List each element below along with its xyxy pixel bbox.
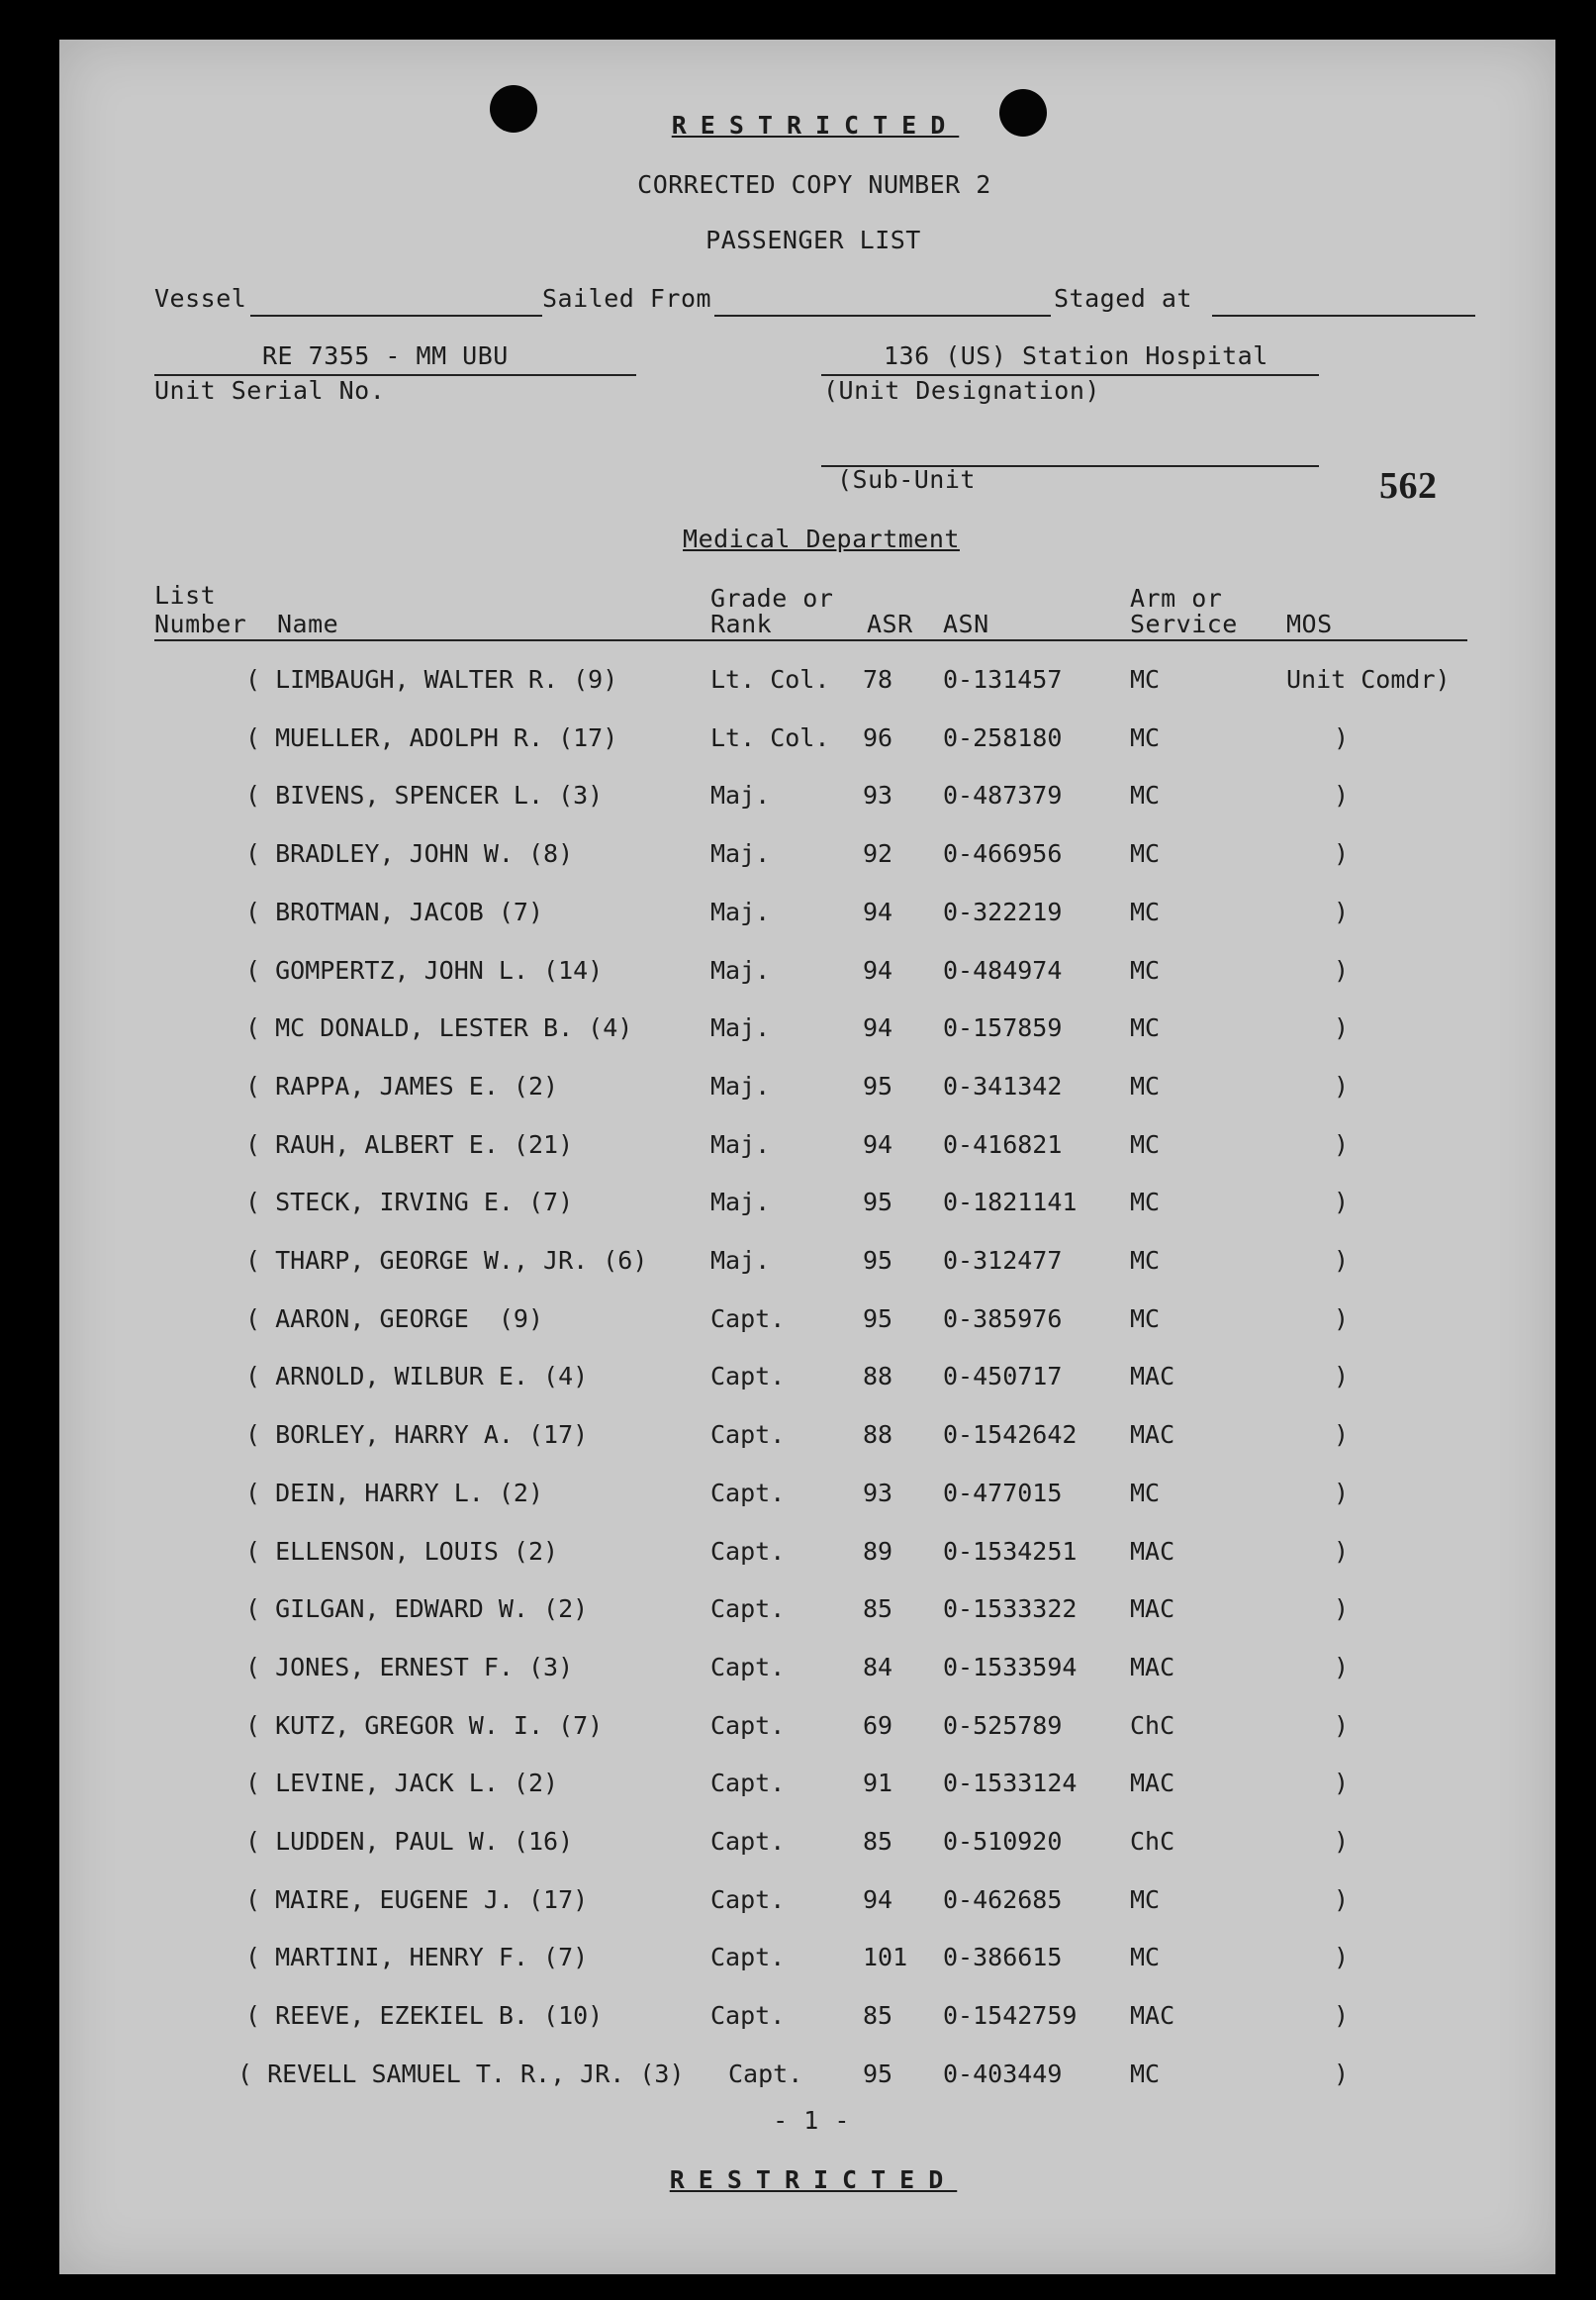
department-title: Medical Department [683, 525, 960, 553]
row-rank: Capt. [710, 1420, 786, 1449]
row-rank: Maj. [710, 1188, 771, 1216]
row-asn: 0-403449 [943, 2060, 1063, 2088]
row-rank: Maj. [710, 1130, 771, 1159]
row-asn: 0-510920 [943, 1827, 1063, 1856]
row-asr: 95 [863, 1246, 893, 1275]
row-asn: 0-1534251 [943, 1537, 1078, 1566]
row-name: ( REEVE, EZEKIEL B. (10) [245, 2001, 604, 2030]
row-rank: Capt. [710, 1827, 786, 1856]
unit-designation-label: (Unit Designation) [823, 376, 1100, 405]
row-rank: Capt. [710, 1653, 786, 1681]
row-service: MC [1130, 781, 1161, 810]
row-name: ( BRADLEY, JOHN W. (8) [245, 839, 574, 868]
row-rank: Capt. [710, 1885, 786, 1914]
row-service: ChC [1130, 1827, 1175, 1856]
row-service: MAC [1130, 1769, 1175, 1797]
staged-at-line [1212, 315, 1475, 317]
row-name: ( REVELL SAMUEL T. R., JR. (3) [237, 2060, 685, 2088]
row-service: MC [1130, 723, 1161, 752]
row-asr: 94 [863, 1130, 893, 1159]
row-service: MC [1130, 1188, 1161, 1216]
header-rule [154, 639, 1467, 641]
row-name: ( AARON, GEORGE (9) [245, 1304, 544, 1333]
row-name: ( RAPPA, JAMES E. (2) [245, 1072, 559, 1101]
row-service: MC [1130, 1943, 1161, 1971]
row-asn: 0-312477 [943, 1246, 1063, 1275]
row-asn: 0-450717 [943, 1362, 1063, 1390]
row-asn: 0-416821 [943, 1130, 1063, 1159]
row-service: MC [1130, 1885, 1161, 1914]
row-asr: 95 [863, 1304, 893, 1333]
vessel-label: Vessel [154, 284, 247, 313]
unit-serial-label: Unit Serial No. [154, 376, 386, 405]
row-mos: ) [1334, 1943, 1350, 1971]
col-service: Service [1130, 610, 1238, 638]
row-service: MC [1130, 2060, 1161, 2088]
row-mos: ) [1334, 1246, 1350, 1275]
col-asn: ASN [943, 610, 989, 638]
row-rank: Capt. [728, 2060, 803, 2088]
row-rank: Capt. [710, 1943, 786, 1971]
row-service: MAC [1130, 1594, 1175, 1623]
row-service: MAC [1130, 1653, 1175, 1681]
row-mos: ) [1334, 1769, 1350, 1797]
row-mos: ) [1334, 1072, 1350, 1101]
row-rank: Capt. [710, 1362, 786, 1390]
row-asn: 0-258180 [943, 723, 1063, 752]
row-name: ( THARP, GEORGE W., JR. (6) [245, 1246, 648, 1275]
row-service: MC [1130, 898, 1161, 926]
row-name: ( LEVINE, JACK L. (2) [245, 1769, 559, 1797]
row-name: ( RAUH, ALBERT E. (21) [245, 1130, 574, 1159]
row-asr: 94 [863, 1885, 893, 1914]
row-mos: ) [1334, 2001, 1350, 2030]
page-number: - 1 - [773, 2106, 850, 2135]
row-service: MAC [1130, 2001, 1175, 2030]
row-mos: ) [1334, 2060, 1350, 2088]
row-name: ( MAIRE, EUGENE J. (17) [245, 1885, 589, 1914]
row-service: MC [1130, 956, 1161, 985]
row-asn: 0-487379 [943, 781, 1063, 810]
row-rank: Maj. [710, 781, 771, 810]
row-rank: Maj. [710, 1246, 771, 1275]
row-asr: 85 [863, 2001, 893, 2030]
row-name: ( BROTMAN, JACOB (7) [245, 898, 544, 926]
row-asn: 0-466956 [943, 839, 1063, 868]
row-asn: 0-157859 [943, 1013, 1063, 1042]
row-name: ( BIVENS, SPENCER L. (3) [245, 781, 604, 810]
row-service: MC [1130, 1304, 1161, 1333]
row-rank: Lt. Col. [710, 665, 830, 694]
row-rank: Lt. Col. [710, 723, 830, 752]
vessel-line [250, 315, 542, 317]
staged-at-label: Staged at [1054, 284, 1192, 313]
row-asn: 0-1821141 [943, 1188, 1078, 1216]
row-asr: 96 [863, 723, 893, 752]
row-rank: Capt. [710, 1594, 786, 1623]
row-mos: ) [1334, 1130, 1350, 1159]
unit-serial-value: RE 7355 - MM UBU [262, 341, 509, 370]
row-asr: 94 [863, 898, 893, 926]
row-name: ( JONES, ERNEST F. (3) [245, 1653, 574, 1681]
row-rank: Maj. [710, 956, 771, 985]
row-asr: 95 [863, 1072, 893, 1101]
row-asr: 92 [863, 839, 893, 868]
row-asn: 0-386615 [943, 1943, 1063, 1971]
row-rank: Capt. [710, 1479, 786, 1507]
row-asr: 69 [863, 1711, 893, 1740]
row-mos: ) [1334, 1362, 1350, 1390]
row-mos: ) [1334, 1420, 1350, 1449]
row-mos: Unit Comdr) [1286, 665, 1451, 694]
row-rank: Capt. [710, 1304, 786, 1333]
row-asn: 0-1533594 [943, 1653, 1078, 1681]
row-mos: ) [1334, 1537, 1350, 1566]
row-asn: 0-525789 [943, 1711, 1063, 1740]
row-asr: 78 [863, 665, 893, 694]
row-service: MC [1130, 665, 1161, 694]
col-name: Name [277, 610, 339, 638]
row-rank: Maj. [710, 839, 771, 868]
row-mos: ) [1334, 1479, 1350, 1507]
row-name: ( KUTZ, GREGOR W. I. (7) [245, 1711, 604, 1740]
row-asn: 0-1542759 [943, 2001, 1078, 2030]
row-asr: 93 [863, 781, 893, 810]
row-asr: 88 [863, 1420, 893, 1449]
row-asr: 85 [863, 1594, 893, 1623]
row-asn: 0-477015 [943, 1479, 1063, 1507]
col-mos: MOS [1286, 610, 1333, 638]
row-service: MAC [1130, 1537, 1175, 1566]
row-mos: ) [1334, 1827, 1350, 1856]
copy-line: CORRECTED COPY NUMBER 2 [637, 170, 991, 199]
row-name: ( LIMBAUGH, WALTER R. (9) [245, 665, 618, 694]
row-mos: ) [1334, 956, 1350, 985]
row-rank: Maj. [710, 898, 771, 926]
row-mos: ) [1334, 898, 1350, 926]
row-mos: ) [1334, 1013, 1350, 1042]
row-name: ( MUELLER, ADOLPH R. (17) [245, 723, 618, 752]
row-asr: 84 [863, 1653, 893, 1681]
row-asn: 0-385976 [943, 1304, 1063, 1333]
row-asn: 0-462685 [943, 1885, 1063, 1914]
page-stamp: 562 [1379, 465, 1438, 507]
row-name: ( MC DONALD, LESTER B. (4) [245, 1013, 633, 1042]
row-asn: 0-341342 [943, 1072, 1063, 1101]
row-asn: 0-131457 [943, 665, 1063, 694]
col-number: Number [154, 610, 247, 638]
unit-designation-value: 136 (US) Station Hospital [884, 341, 1268, 370]
col-rank: Rank [710, 610, 773, 638]
row-asr: 95 [863, 2060, 893, 2088]
row-service: MC [1130, 1246, 1161, 1275]
row-asr: 94 [863, 1013, 893, 1042]
row-mos: ) [1334, 1188, 1350, 1216]
sub-unit-label: (Sub-Unit [837, 465, 976, 494]
row-asn: 0-1533124 [943, 1769, 1078, 1797]
row-asr: 88 [863, 1362, 893, 1390]
row-mos: ) [1334, 723, 1350, 752]
row-name: ( GOMPERTZ, JOHN L. (14) [245, 956, 604, 985]
row-rank: Capt. [710, 1769, 786, 1797]
row-asn: 0-1533322 [943, 1594, 1078, 1623]
col-grade-or: Grade or [710, 584, 834, 613]
row-name: ( STECK, IRVING E. (7) [245, 1188, 574, 1216]
row-mos: ) [1334, 1711, 1350, 1740]
restricted-footer: RESTRICTED [669, 2165, 958, 2194]
row-asr: 94 [863, 956, 893, 985]
row-asr: 101 [863, 1943, 908, 1971]
list-title: PASSENGER LIST [705, 226, 921, 254]
row-asn: 0-1542642 [943, 1420, 1078, 1449]
row-mos: ) [1334, 1304, 1350, 1333]
row-service: ChC [1130, 1711, 1175, 1740]
row-name: ( ELLENSON, LOUIS (2) [245, 1537, 559, 1566]
row-name: ( DEIN, HARRY L. (2) [245, 1479, 544, 1507]
row-name: ( MARTINI, HENRY F. (7) [245, 1943, 589, 1971]
row-rank: Capt. [710, 1537, 786, 1566]
row-service: MAC [1130, 1420, 1175, 1449]
row-name: ( ARNOLD, WILBUR E. (4) [245, 1362, 589, 1390]
row-mos: ) [1334, 1885, 1350, 1914]
row-name: ( LUDDEN, PAUL W. (16) [245, 1827, 574, 1856]
row-rank: Maj. [710, 1072, 771, 1101]
row-asn: 0-322219 [943, 898, 1063, 926]
row-mos: ) [1334, 839, 1350, 868]
sailed-from-label: Sailed From [542, 284, 712, 313]
row-rank: Maj. [710, 1013, 771, 1042]
row-asr: 91 [863, 1769, 893, 1797]
row-service: MC [1130, 839, 1161, 868]
row-asr: 89 [863, 1537, 893, 1566]
row-asn: 0-484974 [943, 956, 1063, 985]
restricted-header: RESTRICTED [671, 111, 960, 140]
row-service: MAC [1130, 1362, 1175, 1390]
row-service: MC [1130, 1130, 1161, 1159]
row-mos: ) [1334, 1653, 1350, 1681]
sailed-from-line [714, 315, 1051, 317]
row-service: MC [1130, 1479, 1161, 1507]
row-rank: Capt. [710, 1711, 786, 1740]
col-arm-or: Arm or [1130, 584, 1223, 613]
row-service: MC [1130, 1013, 1161, 1042]
col-list: List [154, 581, 217, 610]
col-asr: ASR [867, 610, 913, 638]
row-name: ( GILGAN, EDWARD W. (2) [245, 1594, 589, 1623]
row-asr: 93 [863, 1479, 893, 1507]
row-service: MC [1130, 1072, 1161, 1101]
row-rank: Capt. [710, 2001, 786, 2030]
row-mos: ) [1334, 1594, 1350, 1623]
punch-hole-right [999, 89, 1047, 137]
row-asr: 85 [863, 1827, 893, 1856]
row-asr: 95 [863, 1188, 893, 1216]
row-mos: ) [1334, 781, 1350, 810]
row-name: ( BORLEY, HARRY A. (17) [245, 1420, 589, 1449]
punch-hole-left [490, 85, 537, 133]
